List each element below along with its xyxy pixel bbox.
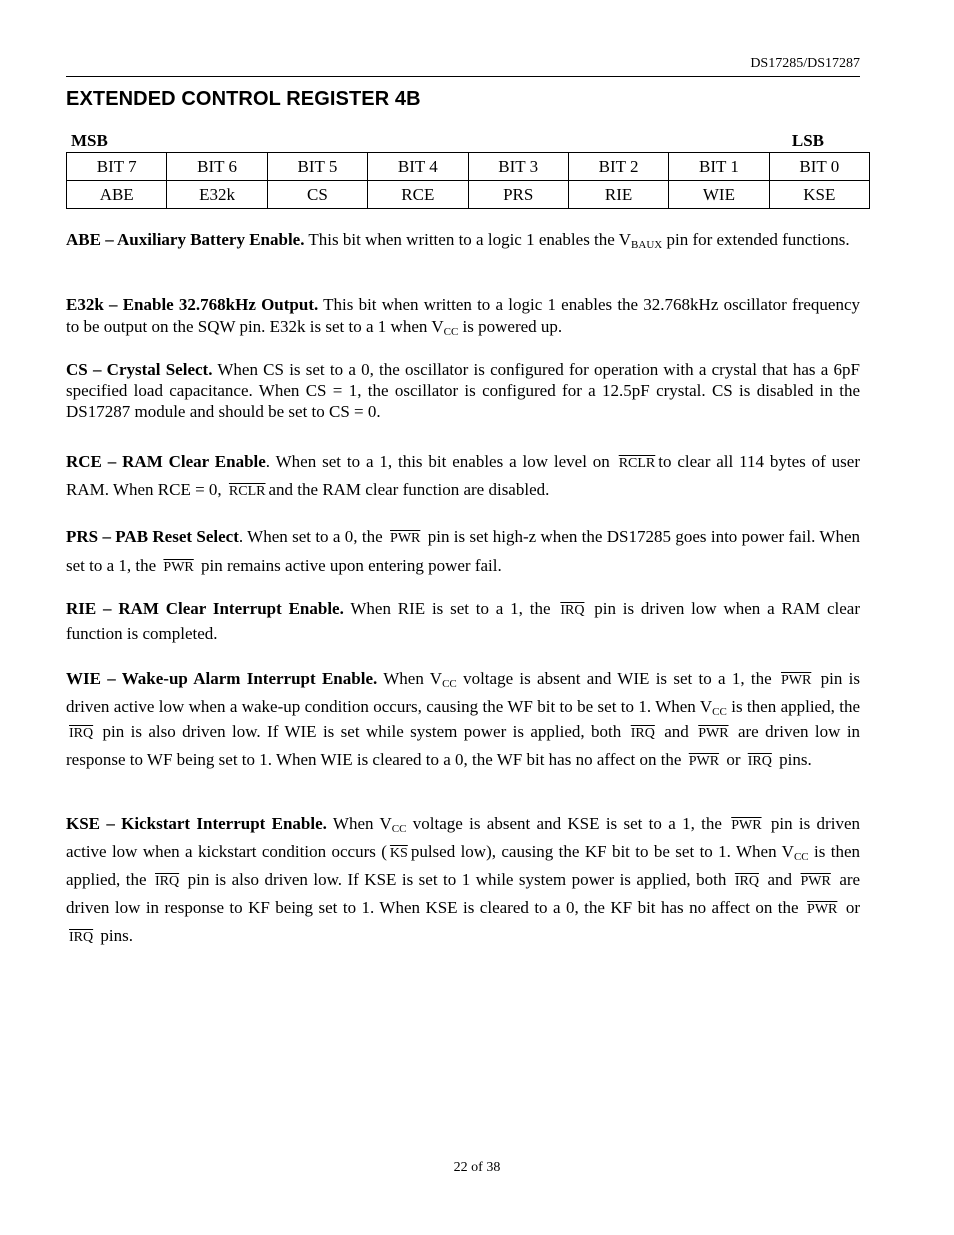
subscript: CC xyxy=(442,678,457,690)
text: pins. xyxy=(779,749,812,769)
text: pin is driven active low when a wake-up condition occurs, causing the WF bit to be set to 1. When V xyxy=(66,669,860,716)
irq-pin-label: $\overline{IRQ}$ xyxy=(69,726,94,741)
pwr-pin-label: $\overline{PWR}$ xyxy=(163,560,194,575)
prs-term: PRS – PAB Reset Select xyxy=(66,527,239,546)
subscript: CC xyxy=(391,823,407,835)
text: and the RAM clear function are disabled. xyxy=(268,480,550,499)
text: pin for extended functions. xyxy=(662,230,850,249)
text: or xyxy=(845,898,861,917)
text: When V xyxy=(326,814,392,833)
bit-number-row xyxy=(67,153,870,181)
text: . When set to a 1, this bit enables a low level on xyxy=(265,452,610,471)
bit-cell: BIT 0 xyxy=(769,153,869,181)
wie-term: WIE – Wake-up Alarm Interrupt Enable. xyxy=(66,669,378,688)
rclr-pin-label: RCLR xyxy=(618,456,656,471)
text: pin is driven low when a RAM clear function is completed. xyxy=(66,599,861,643)
page-title: EXTENDED CONTROL REGISTER 4B xyxy=(66,88,421,110)
pwr-pin-label: $\overline{PWR}$ xyxy=(807,902,838,917)
text: voltage is absent and KSE is set to a 1, the xyxy=(406,814,722,833)
text: are driven low in response to KF being set to 1. When KSE is cleared to a 0, the KF bit has no affect on the xyxy=(66,870,861,917)
text: pin is driven active low when a kickstart condition occurs ( xyxy=(66,814,860,861)
rie-term: RIE – RAM Clear Interrupt Enable. xyxy=(66,599,344,618)
rclr-pin-label: RCLR xyxy=(228,484,266,499)
pwr-pin-label: $\overline{PWR}$ xyxy=(688,753,720,769)
cs-description xyxy=(66,359,860,422)
bit-name-cell: ABE xyxy=(67,181,167,209)
kse-term: KSE – Kickstart Interrupt Enable. xyxy=(66,814,327,833)
msb-label: MSB xyxy=(71,131,108,150)
text: When RIE is set to a 1, the xyxy=(343,599,551,618)
text: to clear all 114 bytes of user RAM. When RCE = 0, xyxy=(66,452,860,499)
register-diagram xyxy=(66,131,870,209)
irq-pin-label: $\overline{IRQ}$ xyxy=(747,753,772,769)
text: pulsed low), causing the KF bit to be set to 1. When V xyxy=(410,842,794,861)
irq-pin-label: $\overline{IRQ}$ xyxy=(69,930,94,945)
irq-pin-label: $\overline{IRQ}$ xyxy=(630,726,655,741)
abe-term: ABE – Auxiliary Battery Enable. xyxy=(66,230,305,249)
bit-cell: BIT 4 xyxy=(368,153,468,181)
pwr-pin-label: $\overline{PWR}$ xyxy=(698,726,729,741)
text: voltage is absent and WIE is set to a 1, the xyxy=(456,669,772,688)
wie-description xyxy=(66,666,860,774)
bit-name-cell: WIE xyxy=(669,181,769,209)
text: When CS is set to a 0, the oscillator is configured for operation with a crystal that has a 6pF specified load capacitance. When CS = 1, the oscillator is configured for a 12.5pF crystal. CS is disabled in the DS17287 module and should be set to CS = 0. xyxy=(66,360,860,421)
subscript: CC xyxy=(443,326,459,338)
subscript: BAUX xyxy=(631,239,663,251)
e32k-term: E32k – Enable 32.768kHz Output. xyxy=(66,295,319,314)
page-footer xyxy=(0,1160,954,1176)
page-number: 22 of 38 xyxy=(453,1160,501,1175)
text: is then applied, the xyxy=(66,842,860,889)
irq-pin-label: $\overline{IRQ}$ xyxy=(155,874,180,889)
rce-term: RCE – RAM Clear Enable xyxy=(66,452,266,471)
e32k-description xyxy=(66,294,860,338)
subscript: CC xyxy=(712,705,727,718)
text: is powered up. xyxy=(458,317,563,336)
text: and xyxy=(767,870,793,889)
rie-description xyxy=(66,597,860,645)
irq-pin-label: $\overline{IRQ}$ xyxy=(734,874,759,889)
text: pins. xyxy=(100,926,133,945)
bit-cell: BIT 5 xyxy=(267,153,367,181)
abe-description xyxy=(66,229,860,250)
pwr-pin-label: $\overline{PWR}$ xyxy=(780,673,812,688)
irq-pin-label: $\overline{IRQ}$ xyxy=(560,603,585,618)
bit-name-cell: KSE xyxy=(769,181,869,209)
bit-cell: BIT 3 xyxy=(468,153,568,181)
kse-description xyxy=(66,811,860,951)
text: . When set to a 0, the xyxy=(238,527,383,546)
text: pin is also driven low. If WIE is set while system power is applied, both xyxy=(102,722,622,741)
rce-description xyxy=(66,449,860,505)
bit-name-cell: RCE xyxy=(368,181,468,209)
text: This bit when written to a logic 1 enables the V xyxy=(304,230,632,249)
prs-description xyxy=(66,523,860,581)
pwr-pin-label: $\overline{PWR}$ xyxy=(390,531,421,546)
page-header xyxy=(66,54,860,77)
subscript: CC xyxy=(793,851,809,863)
bit-name-cell: E32k xyxy=(167,181,267,209)
pwr-pin-label: $\overline{PWR}$ xyxy=(731,818,762,833)
bit-cell: BIT 6 xyxy=(167,153,267,181)
lsb-label: LSB xyxy=(791,131,824,150)
text: pin is set high-z when the DS17285 goes into power fail. When set to a 1, the xyxy=(66,527,861,575)
register-table xyxy=(66,152,870,209)
text: and xyxy=(664,722,689,741)
bit-cell: BIT 2 xyxy=(568,153,668,181)
text: pin is also driven low. If KSE is set to 1 while system power is applied, both xyxy=(187,870,727,889)
text: This bit when written to a logic 1 enables the 32.768kHz oscillator frequency to be output on the SQW pin. E32k is set to a 1 when V xyxy=(66,295,860,336)
bit-cell: BIT 7 xyxy=(67,153,167,181)
text: is then applied, the xyxy=(726,696,860,716)
pwr-pin-label: $\overline{PWR}$ xyxy=(800,874,831,889)
part-numbers: DS17285/DS17287 xyxy=(750,56,860,71)
text: are driven low in response to WF being set to 1. When WIE is cleared to a 0, the WF bit has no affect on the xyxy=(66,722,861,769)
bit-name-cell: CS xyxy=(267,181,367,209)
text: pin remains active upon entering power fail. xyxy=(201,556,502,575)
text: or xyxy=(726,749,741,769)
ks-pin-label: $\overline{KS}$ xyxy=(389,846,408,861)
bit-name-row xyxy=(67,181,870,209)
bit-cell: BIT 1 xyxy=(669,153,769,181)
text: When V xyxy=(377,669,443,688)
bit-name-cell: RIE xyxy=(568,181,668,209)
cs-term: CS – Crystal Select. xyxy=(66,360,213,379)
bit-name-cell: PRS xyxy=(468,181,568,209)
